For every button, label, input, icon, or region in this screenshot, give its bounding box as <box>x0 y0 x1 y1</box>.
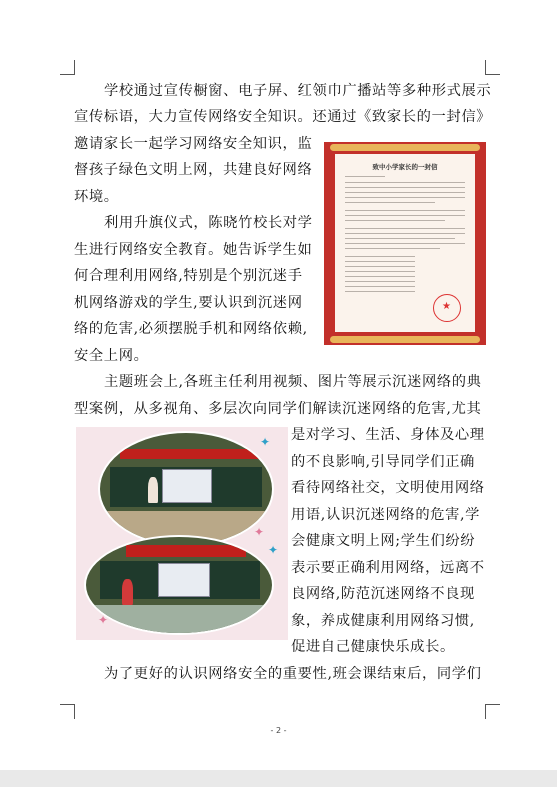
paragraph-3-line-4: 的不良影响,引导同学们正确 <box>291 454 475 470</box>
classroom-photo-icon <box>98 431 274 547</box>
letter-title: 致中小学家长的一封信 <box>372 163 438 171</box>
classroom-desks <box>86 605 272 633</box>
paragraph-2-line-5: 络的危害,必须摆脱手机和网络依赖, <box>74 321 308 337</box>
paragraph-1-line-5: 环境。 <box>74 189 119 205</box>
paragraph-1-line-1: 学校通过宣传橱窗、电子屏、红领巾广播站等多种形式展示 <box>104 83 492 99</box>
paragraph-1-line-3: 邀请家长一起学习网络安全知识，监 <box>74 136 313 152</box>
paragraph-2-line-6: 安全上网。 <box>74 348 149 364</box>
letter-text-line <box>345 192 465 193</box>
sparkle-icon: ✦ <box>260 435 271 449</box>
letter-text-line <box>345 271 415 272</box>
letter-text-line <box>345 202 435 203</box>
paragraph-4-line-1: 为了更好的认识网络安全的重要性,班会课结束后，同学们 <box>104 666 482 682</box>
crop-mark-top-left <box>60 60 75 75</box>
classroom-banner <box>126 545 246 557</box>
letter-text-line <box>345 266 415 267</box>
letter-text-line <box>345 220 445 221</box>
letter-text-line <box>345 261 415 262</box>
letter-text-line <box>345 176 385 177</box>
letter-text-line <box>345 276 415 277</box>
paragraph-2-line-4: 机网络游戏的学生,要认识到沉迷网 <box>74 295 303 311</box>
paragraph-3-line-10: 象，养成健康利用网络习惯, <box>291 613 475 629</box>
letter-text-line <box>345 210 465 211</box>
paragraph-3-line-5: 看待网络社交，文明使用网络 <box>291 480 485 496</box>
classroom-photo-icon <box>84 535 274 635</box>
projector-screen <box>158 563 210 597</box>
letter-text-line <box>345 233 465 234</box>
scroll-rod-top <box>330 144 480 151</box>
letter-text-line <box>345 248 440 249</box>
paragraph-3-line-9: 良网络,防范沉迷网络不良现 <box>291 586 475 602</box>
paragraph-3-line-2: 型案例，从多视角、多层次向同学们解读沉迷网络的危害,尤其 <box>74 401 482 417</box>
letter-text-line <box>345 197 465 198</box>
crop-mark-bottom-right <box>485 704 500 719</box>
paragraph-3-line-7: 会健康文明上网;学生们纷纷 <box>291 533 476 549</box>
crop-mark-bottom-left <box>60 704 75 719</box>
parent-letter-image <box>324 142 486 345</box>
letter-text-line <box>345 243 465 244</box>
paragraph-3-line-11: 促进自己健康快乐成长。 <box>291 639 455 655</box>
letter-text-line <box>345 187 465 188</box>
crop-mark-top-right <box>485 60 500 75</box>
school-stamp-icon: ★ <box>433 294 461 322</box>
paragraph-2-line-2: 生进行网络安全教育。她告诉学生如 <box>74 242 313 258</box>
teacher-figure <box>148 477 158 503</box>
classroom-photo-collage <box>76 427 288 640</box>
paragraph-3-line-6: 用语,认识沉迷网络的危害,学 <box>291 507 481 523</box>
letter-text-line <box>345 256 415 257</box>
paragraph-1-line-2: 宣传标语，大力宣传网络安全知识。还通过《致家长的一封信》 <box>74 109 492 125</box>
paragraph-2-line-1: 利用升旗仪式，陈晓竹校长对学 <box>104 215 313 231</box>
teacher-figure <box>122 579 133 605</box>
paragraph-3-line-3: 是对学习、生活、身体及心理 <box>291 427 485 443</box>
sparkle-icon: ✦ <box>98 613 109 627</box>
letter-text-line <box>345 286 415 287</box>
paragraph-1-line-4: 督孩子绿色文明上网，共建良好网络 <box>74 162 313 178</box>
paragraph-3-line-1: 主题班会上,各班主任利用视频、图片等展示沉迷网络的典 <box>104 374 482 390</box>
sparkle-icon: ✦ <box>268 543 279 557</box>
letter-text-line <box>345 281 415 282</box>
letter-text-line <box>345 215 465 216</box>
classroom-banner <box>120 449 260 459</box>
letter-text-line <box>345 182 465 183</box>
page-number: - 2 - <box>270 726 287 735</box>
sparkle-icon: ✦ <box>254 525 265 539</box>
paragraph-2-line-3: 何合理利用网络,特别是个别沉迷手 <box>74 268 303 284</box>
paragraph-3-line-8: 表示要正确利用网络，远离不 <box>291 560 485 576</box>
letter-text-line <box>345 238 455 239</box>
projector-screen <box>162 469 212 503</box>
letter-text-line <box>345 291 415 292</box>
letter-text-line <box>345 228 465 229</box>
letter-paper <box>335 154 475 332</box>
scroll-rod-bottom <box>330 336 480 343</box>
